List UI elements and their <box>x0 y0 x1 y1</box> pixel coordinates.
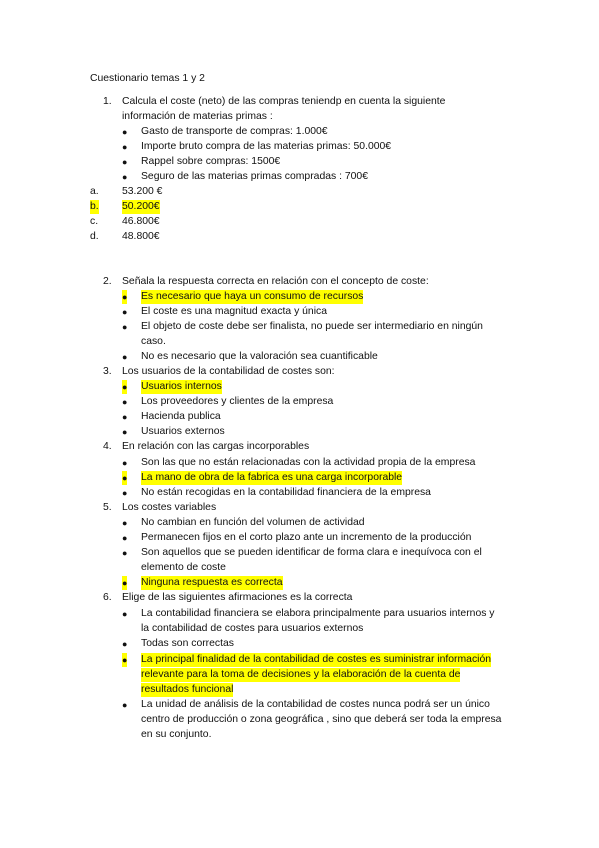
q2-option-highlighted: Es necesario que haya un consumo de recursos <box>141 291 364 302</box>
q1-text-line2: información de materias primas : <box>122 111 273 122</box>
bullet-icon: ● <box>122 157 128 167</box>
q6-option-continuation: la contabilidad de costes para usuarios externos <box>141 623 364 634</box>
bullet-icon: ● <box>122 578 128 588</box>
q2-option: El objeto de coste debe ser finalista, no puede ser intermediario en ningún <box>141 321 483 332</box>
q1-option-letter: b. <box>90 201 99 212</box>
q6-option-highlighted-continuation: resultados funcional <box>141 684 234 695</box>
q5-option: Son aquellos que se pueden identificar de forma clara e inequívoca con el <box>141 547 482 558</box>
bullet-icon: ● <box>122 700 128 710</box>
q5-number: 5. <box>103 502 112 513</box>
q6-number: 6. <box>103 592 112 603</box>
q2-number: 2. <box>103 276 112 287</box>
q4-option-highlighted: La mano de obra de la fabrica es una carga incorporable <box>141 472 403 483</box>
q5-option-continuation: elemento de coste <box>141 562 226 573</box>
bullet-icon: ● <box>122 427 128 437</box>
q5-option-highlighted: Ninguna respuesta es correcta <box>141 577 283 588</box>
q2-option: El coste es una magnitud exacta y única <box>141 306 327 317</box>
q4-option: No están recogidas en la contabilidad financiera de la empresa <box>141 487 431 498</box>
bullet-icon: ● <box>122 548 128 558</box>
q4-number: 4. <box>103 441 112 452</box>
q6-option-highlighted: La principal finalidad de la contabilidad de costes es suministrar información <box>141 654 492 665</box>
q1-number: 1. <box>103 96 112 107</box>
q3-text: Los usuarios de la contabilidad de costes son: <box>122 366 335 377</box>
q1-option-letter: a. <box>90 186 99 197</box>
bullet-icon: ● <box>122 458 128 468</box>
bullet-icon: ● <box>122 172 128 182</box>
bullet-icon: ● <box>122 142 128 152</box>
q6-option-highlighted-continuation: relevante para la toma de decisiones y la elaboración de la cuenta de <box>141 669 461 680</box>
q1-option-letter: d. <box>90 231 99 242</box>
bullet-icon: ● <box>122 382 128 392</box>
bullet-icon: ● <box>122 292 128 302</box>
q5-text: Los costes variables <box>122 502 217 513</box>
q6-option-continuation: centro de producción o zona geográfica , sino que deberá ser toda la empresa <box>141 714 502 725</box>
q1-option: 53.200 € <box>122 186 163 197</box>
q6-option: La unidad de análisis de la contabilidad de costes nunca podrá ser un único <box>141 699 490 710</box>
bullet-icon: ● <box>122 609 128 619</box>
q2-option-continuation: caso. <box>141 336 166 347</box>
q2-option: No es necesario que la valoración sea cuantificable <box>141 351 378 362</box>
q5-option: No cambian en función del volumen de actividad <box>141 517 365 528</box>
q1-option: 46.800€ <box>122 216 160 227</box>
document-title: Cuestionario temas 1 y 2 <box>90 73 205 84</box>
q3-number: 3. <box>103 366 112 377</box>
bullet-icon: ● <box>122 488 128 498</box>
q6-option: La contabilidad financiera se elabora principalmente para usuarios internos y <box>141 608 495 619</box>
bullet-icon: ● <box>122 412 128 422</box>
bullet-icon: ● <box>122 518 128 528</box>
bullet-icon: ● <box>122 655 128 665</box>
q3-option-highlighted: Usuarios internos <box>141 381 222 392</box>
q5-option: Permanecen fijos en el corto plazo ante un incremento de la producción <box>141 532 472 543</box>
q1-bullet: Rappel sobre compras: 1500€ <box>141 156 281 167</box>
bullet-icon: ● <box>122 397 128 407</box>
q4-text: En relación con las cargas incorporables <box>122 441 310 452</box>
q1-text-line1: Calcula el coste (neto) de las compras teniendp en cuenta la siguiente <box>122 96 446 107</box>
q1-bullet: Gasto de transporte de compras: 1.000€ <box>141 126 328 137</box>
q1-option-letter: c. <box>90 216 99 227</box>
q3-option: Usuarios externos <box>141 426 225 437</box>
bullet-icon: ● <box>122 307 128 317</box>
bullet-icon: ● <box>122 352 128 362</box>
bullet-icon: ● <box>122 473 128 483</box>
q3-option: Los proveedores y clientes de la empresa <box>141 396 334 407</box>
bullet-icon: ● <box>122 533 128 543</box>
q3-option: Hacienda publica <box>141 411 221 422</box>
q1-bullet: Importe bruto compra de las materias primas: 50.000€ <box>141 141 392 152</box>
q1-option-highlighted: 50.200€ <box>122 201 160 212</box>
q6-option-continuation: en su conjunto. <box>141 729 212 740</box>
q4-option: Son las que no están relacionadas con la actividad propia de la empresa <box>141 457 476 468</box>
q6-text: Elige de las siguientes afirmaciones es la correcta <box>122 592 353 603</box>
q1-option: 48.800€ <box>122 231 160 242</box>
q6-option: Todas son correctas <box>141 638 234 649</box>
q1-bullet: Seguro de las materias primas compradas : 700€ <box>141 171 368 182</box>
bullet-icon: ● <box>122 127 128 137</box>
q2-text: Señala la respuesta correcta en relación con el concepto de coste: <box>122 276 429 287</box>
bullet-icon: ● <box>122 639 128 649</box>
bullet-icon: ● <box>122 322 128 332</box>
